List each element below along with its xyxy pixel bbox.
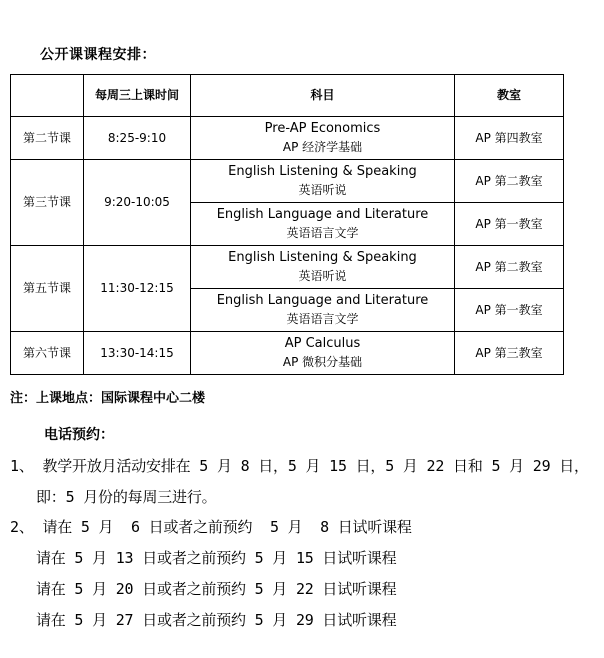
booking-line: 即：5 月份的每周三进行。 <box>36 488 217 506</box>
session-cell: 第三节课 <box>11 160 84 246</box>
room-cell: AP 第三教室 <box>455 332 564 375</box>
booking-line: 1、 教学开放月活动安排在 5 月 8 日，5 月 15 日，5 月 22 日和 5 月 29 日， <box>10 457 589 475</box>
subject-cell <box>191 246 455 289</box>
room-cell: AP 第一教室 <box>455 289 564 332</box>
subject-en: AP Calculus <box>284 336 361 351</box>
phone-booking-title: 电话预约： <box>44 427 114 443</box>
subject-cell <box>191 203 455 246</box>
schedule-table <box>10 74 564 375</box>
schedule-heading: 公开课课程安排： <box>40 47 156 63</box>
header-time: 每周三上课时间 <box>84 75 191 117</box>
session-cell: 第六节课 <box>11 332 84 375</box>
subject-en: English Listening & Speaking <box>228 164 417 179</box>
header-subject: 科目 <box>191 75 455 117</box>
room-cell: AP 第二教室 <box>455 246 564 289</box>
subject-en: English Language and Literature <box>216 207 429 222</box>
table-row <box>11 332 564 375</box>
subject-en: English Listening & Speaking <box>228 250 417 265</box>
table-row <box>11 246 564 289</box>
subject-cell <box>191 160 455 203</box>
booking-line: 请在 5 月 13 日或者之前预约 5 月 15 日试听课程 <box>36 549 397 567</box>
booking-line: 请在 5 月 20 日或者之前预约 5 月 22 日试听课程 <box>36 580 397 598</box>
time-cell: 8:25-9:10 <box>84 117 191 160</box>
booking-line: 2、 请在 5 月 6 日或者之前预约 5 月 8 日试听课程 <box>10 518 412 536</box>
subject-cn: 英语语言文学 <box>286 226 359 240</box>
table-header-row <box>11 75 564 117</box>
table-row <box>11 160 564 203</box>
booking-line: 请在 5 月 27 日或者之前预约 5 月 29 日试听课程 <box>36 611 397 629</box>
subject-cn: 英语语言文学 <box>286 312 359 326</box>
table-row <box>11 117 564 160</box>
session-cell: 第五节课 <box>11 246 84 332</box>
header-room: 教室 <box>455 75 564 117</box>
time-cell: 11:30-12:15 <box>84 246 191 332</box>
location-note: 注：上课地点：国际课程中心二楼 <box>10 391 206 406</box>
subject-cn: 英语听说 <box>298 269 347 283</box>
subject-cn: AP 微积分基础 <box>282 355 363 369</box>
subject-cell <box>191 332 455 375</box>
subject-cell <box>191 117 455 160</box>
subject-cell <box>191 289 455 332</box>
room-cell: AP 第一教室 <box>455 203 564 246</box>
time-cell: 9:20-10:05 <box>84 160 191 246</box>
time-cell: 13:30-14:15 <box>84 332 191 375</box>
subject-en: English Language and Literature <box>216 293 429 308</box>
subject-en: Pre-AP Economics <box>264 121 381 136</box>
header-session <box>11 75 84 117</box>
room-cell: AP 第二教室 <box>455 160 564 203</box>
subject-cn: 英语听说 <box>298 183 347 197</box>
room-cell: AP 第四教室 <box>455 117 564 160</box>
session-cell: 第二节课 <box>11 117 84 160</box>
subject-cn: AP 经济学基础 <box>282 140 363 154</box>
